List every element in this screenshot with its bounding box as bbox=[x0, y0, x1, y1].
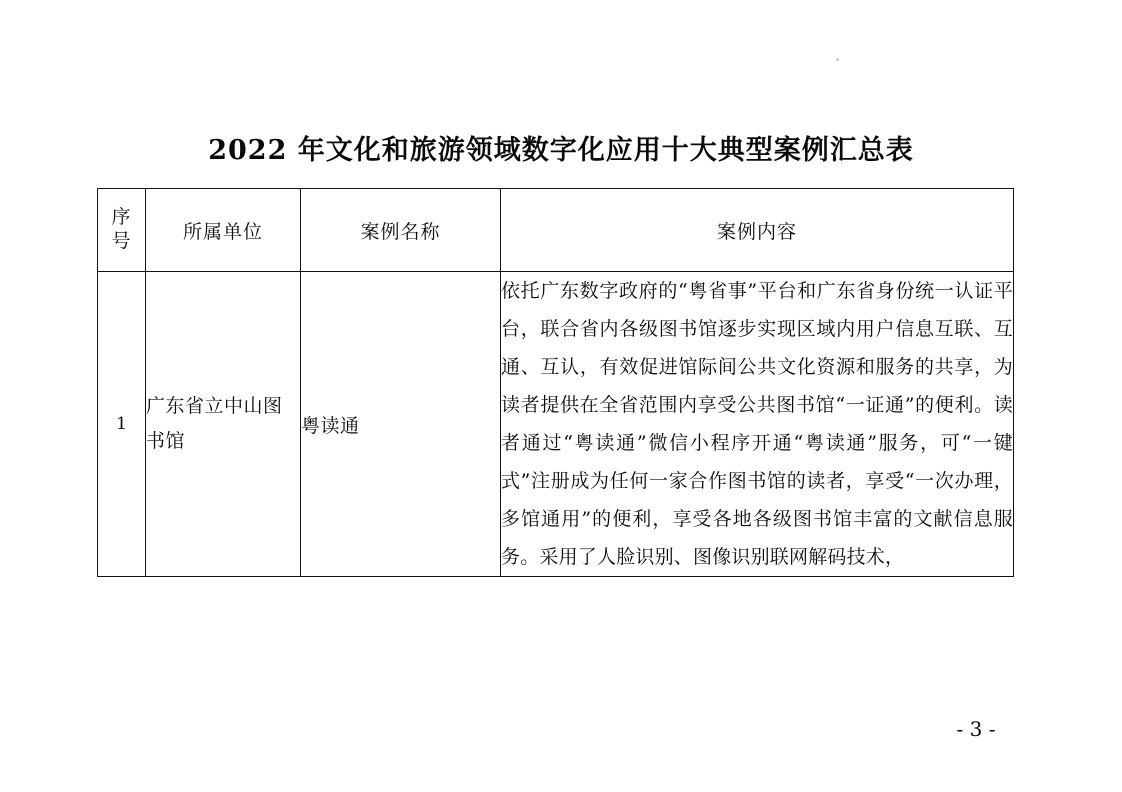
table-header-row bbox=[98, 189, 1014, 272]
cell-unit: 广东省立中山图书馆 bbox=[146, 272, 301, 577]
column-header-seq bbox=[98, 189, 146, 272]
page-title: 2022 年文化和旅游领域数字化应用十大典型案例汇总表 bbox=[208, 135, 914, 166]
column-header-unit: 所属单位 bbox=[146, 189, 301, 272]
column-header-case-name: 案例名称 bbox=[301, 189, 501, 272]
cell-seq: 1 bbox=[98, 272, 146, 577]
table-row bbox=[98, 272, 1014, 577]
cell-case-content: 依托广东数字政府的“粤省事”平台和广东省身份统一认证平台，联合省内各级图书馆逐步实现区域内用户信息互联、互通、互认，有效促进馆际间公共文化资源和服务的共享，为读者提供在全省范围内享受公共图书馆“一证通”的便利。读者通过“粤读通”微信小程序开通“粤读通”服务，可“一键式”注册成为任何一家合作图书馆的读者，享受“一次办理，多馆通用”的便利，享受各地各级图书馆丰富的文献信息服务。采用了人脸识别、图像识别联网解码技术， bbox=[501, 272, 1014, 577]
column-header-case-content: 案例内容 bbox=[501, 189, 1014, 272]
column-header-seq-line2: 号 bbox=[111, 230, 132, 252]
table-header bbox=[98, 189, 1014, 272]
table-body bbox=[98, 272, 1014, 577]
cell-case-name: 粤读通 bbox=[301, 272, 501, 577]
paper-speck bbox=[836, 58, 839, 61]
cases-table bbox=[97, 188, 1014, 577]
page-number: - 3 - bbox=[956, 717, 996, 741]
column-header-seq-line1: 序 bbox=[111, 206, 132, 229]
